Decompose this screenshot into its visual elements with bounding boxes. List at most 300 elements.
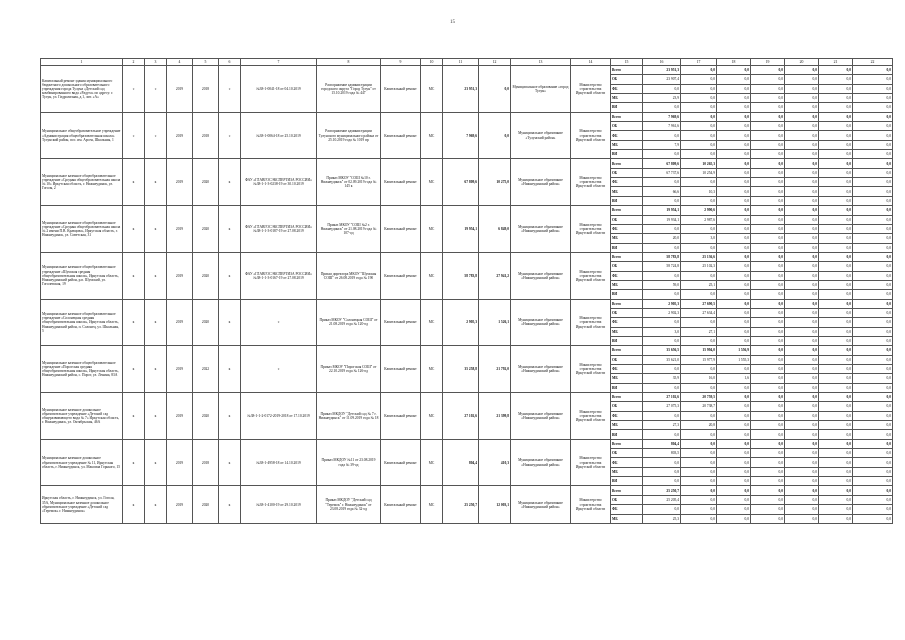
fund-cell: МС	[421, 206, 443, 253]
amount-cell: 0,0	[853, 336, 893, 345]
amount-cell: 0,0	[681, 196, 717, 205]
amount-cell: 0,0	[751, 439, 785, 448]
amount-cell: 0,0	[717, 318, 751, 327]
type-cell: к	[123, 346, 145, 393]
expertise-cell: ФАУ «ГЛАВГОСЭКСПЕРТИЗА РОССИИ» №38-1-1-3-0187-19 от 27.08.2019	[241, 206, 317, 253]
amount-cell: 0,0	[819, 421, 853, 430]
end-year-cell: 2018	[193, 66, 219, 113]
amount-cell: 0,0	[751, 66, 785, 75]
amount-cell: 0,0	[853, 168, 893, 177]
amount-cell: 27 075,3	[643, 402, 681, 411]
order-cell: Распоряжение администрации Тулунского муниципального района от 25.10.2019 года № 1019 пр	[317, 112, 381, 159]
amount-cell: 0,0	[717, 168, 751, 177]
amount-cell: 0,0	[819, 458, 853, 467]
cost-cell: 21 792,0	[479, 346, 511, 393]
amount-cell: 0,0	[819, 206, 853, 215]
amount-cell: 0,0	[643, 150, 681, 159]
column-number-cell: 10	[421, 59, 443, 66]
amount-cell: 0,0	[643, 84, 681, 93]
amount-cell: 0,0	[819, 178, 853, 187]
amount-cell: 0,0	[819, 66, 853, 75]
amount-cell: 0,0	[819, 168, 853, 177]
expertise-cell: №38-1-4100-19 от 29.10.2019	[241, 486, 317, 523]
amount-cell: 0,0	[643, 430, 681, 439]
amount-cell: 0,0	[819, 383, 853, 392]
amount-cell: 0,0	[751, 327, 785, 336]
amount-cell: 0,0	[819, 308, 853, 317]
funding-level-cell: ОБ	[611, 122, 643, 131]
amount-cell: 0,0	[819, 393, 853, 402]
amount-cell: 0,0	[717, 271, 751, 280]
type-cell: к	[123, 159, 145, 206]
column-number-cell: 20	[785, 59, 819, 66]
amount-cell: 15 994,0	[681, 346, 717, 355]
table-row	[41, 252, 893, 261]
amount-cell: 0,0	[853, 365, 893, 374]
amount-cell: 0,0	[819, 495, 853, 504]
amount-cell: 0,0	[785, 514, 819, 523]
amount-cell: 0,0	[717, 159, 751, 168]
amount-cell: 0,0	[853, 215, 893, 224]
amount-cell: 0,0	[853, 187, 893, 196]
amount-cell: 0,0	[785, 131, 819, 140]
header-row	[41, 59, 893, 66]
funding-level-cell: МБ	[611, 374, 643, 383]
amount-cell: 0,0	[853, 430, 893, 439]
work-type-cell: Капитальный ремонт	[381, 393, 421, 440]
object-name-cell: Муниципальное казенное общеобразовательное учреждение «Средняя общеобразовательная школа № 10» Иркутская область, г. Нижнеудинск, ул. Гоголя, 2	[41, 159, 123, 206]
amount-cell: 0,0	[785, 234, 819, 243]
type-cell: с	[145, 66, 167, 113]
amount-cell: 0,0	[785, 290, 819, 299]
type-cell: к	[145, 252, 167, 299]
work-type-cell: Капитальный ремонт	[381, 252, 421, 299]
amount-cell: 0,0	[819, 486, 853, 495]
amount-cell: 2 987,6	[681, 215, 717, 224]
amount-cell: 0,0	[785, 196, 819, 205]
fund-cell: МС	[421, 486, 443, 523]
amount-cell: 0,0	[751, 458, 785, 467]
amount-cell: 0,0	[643, 224, 681, 233]
amount-cell: 16,0	[681, 374, 717, 383]
amount-cell: 0,0	[681, 449, 717, 458]
amount-cell: 0,0	[751, 299, 785, 308]
amount-cell: 0,0	[785, 430, 819, 439]
order-cell: Приказ МКДОУ №11 от 23.08.2019 года № 39-од	[317, 439, 381, 486]
amount-cell: 0,0	[785, 467, 819, 476]
funding-level-cell: Всего	[611, 299, 643, 308]
amount-cell: 0,0	[717, 103, 751, 112]
amount-cell: 0,0	[819, 94, 853, 103]
amount-cell: 0,0	[819, 299, 853, 308]
cost-cell: 0,0	[479, 112, 511, 159]
amount-cell: 0,0	[785, 159, 819, 168]
amount-cell: 0,0	[751, 318, 785, 327]
amount-cell: 0,0	[819, 318, 853, 327]
amount-cell: 0,0	[717, 486, 751, 495]
funding-level-cell: Всего	[611, 439, 643, 448]
amount-cell: 0,0	[643, 383, 681, 392]
amount-cell: 0,0	[853, 262, 893, 271]
start-year-cell: 2019	[167, 346, 193, 393]
amount-cell: 0,0	[785, 346, 819, 355]
column-number-cell: 16	[643, 59, 681, 66]
amount-cell: 0,0	[853, 458, 893, 467]
start-year-cell: 2019	[167, 439, 193, 486]
column-number-cell: 3	[145, 59, 167, 66]
amount-cell: 7 969,6	[643, 112, 681, 121]
amount-cell: 0,0	[853, 355, 893, 364]
amount-cell: 23 951,3	[643, 66, 681, 75]
amount-cell: 0,0	[751, 495, 785, 504]
amount-cell: 0,0	[717, 131, 751, 140]
amount-cell: 0,0	[717, 112, 751, 121]
amount-cell: 0,0	[751, 514, 785, 523]
amount-cell: 0,0	[751, 187, 785, 196]
amount-cell: 0,0	[785, 374, 819, 383]
order-cell: Приказ МКДОУ "Детский сад № 7 г. Нижнеудинск" от 11.09.2019 года № 18	[317, 393, 381, 440]
column-number-cell: 14	[571, 59, 611, 66]
cost-cell: 27 941,2	[479, 252, 511, 299]
work-type-cell: Капитальный ремонт	[381, 206, 421, 253]
amount-cell: 25 102,3	[681, 262, 717, 271]
amount-cell: 0,0	[751, 383, 785, 392]
table-row	[41, 206, 893, 215]
funding-level-cell: ОБ	[611, 75, 643, 84]
amount-cell: 0,0	[717, 421, 751, 430]
amount-cell: 0,0	[785, 122, 819, 131]
amount-cell: 0,0	[853, 94, 893, 103]
amount-cell: 0,0	[717, 150, 751, 159]
amount-cell: 0,0	[717, 66, 751, 75]
amount-cell: 10 254,9	[681, 168, 717, 177]
amount-cell: 0,0	[785, 224, 819, 233]
amount-cell: 0,0	[785, 355, 819, 364]
amount-cell: 0,0	[717, 178, 751, 187]
amount-cell: 0,0	[751, 131, 785, 140]
amount-cell: 0,0	[751, 224, 785, 233]
amount-cell: 0,0	[785, 495, 819, 504]
amount-cell: 10,3	[681, 187, 717, 196]
type-cell: к	[219, 159, 241, 206]
type-cell: к	[219, 252, 241, 299]
funding-level-cell: МБ	[611, 94, 643, 103]
amount-cell: 0,0	[643, 365, 681, 374]
amount-cell: 0,0	[819, 234, 853, 243]
amount-cell: 0,0	[643, 458, 681, 467]
work-type-cell: Капитальный ремонт	[381, 486, 421, 523]
amount-cell: 0,0	[785, 271, 819, 280]
funding-level-cell: ВИ	[611, 336, 643, 345]
fund-cell: МС	[421, 252, 443, 299]
order-cell: Приказ МКОУ "Солонецкая СОШ" от 21.08.2019 года № 120-од	[317, 299, 381, 346]
amount-cell: 0,0	[681, 131, 717, 140]
amount-cell: 23 907,4	[643, 75, 681, 84]
amount-cell: 2 990,6	[681, 206, 717, 215]
funding-level-cell: ОБ	[611, 262, 643, 271]
amount-cell: 0,0	[681, 178, 717, 187]
funding-level-cell: МБ	[611, 187, 643, 196]
executor-cell: Министерство строительства Иркутской области	[571, 486, 611, 523]
amount-cell: 0,0	[819, 150, 853, 159]
amount-cell: 0,0	[717, 449, 751, 458]
work-type-cell: Капитальный ремонт	[381, 112, 421, 159]
amount-cell: 0,0	[681, 66, 717, 75]
order-cell: Приказ МКОУ "Порогская СОШ" от 22.10.2019 года № 126-од	[317, 346, 381, 393]
amount-cell: 0,0	[819, 112, 853, 121]
amount-cell: 0,0	[643, 131, 681, 140]
end-year-cell: 2020	[193, 252, 219, 299]
amount-cell: 0,0	[819, 243, 853, 252]
cost-cell: 6 849,0	[479, 206, 511, 253]
funding-level-cell: ФБ	[611, 318, 643, 327]
cost-cell: 804,4	[443, 439, 479, 486]
amount-cell: 0,0	[751, 346, 785, 355]
amount-cell: 0,0	[853, 103, 893, 112]
amount-cell: 0,0	[819, 402, 853, 411]
amount-cell: 0,0	[717, 299, 751, 308]
amount-cell: 0,0	[751, 421, 785, 430]
amount-cell: 0,0	[681, 365, 717, 374]
amount-cell: 0,0	[681, 103, 717, 112]
amount-cell: 0,0	[819, 262, 853, 271]
amount-cell: 0,0	[681, 430, 717, 439]
amount-cell: 0,0	[751, 477, 785, 486]
funding-level-cell: ОБ	[611, 449, 643, 458]
type-cell: с	[219, 112, 241, 159]
amount-cell: 0,0	[853, 280, 893, 289]
amount-cell: 0,0	[751, 411, 785, 420]
amount-cell: 0,0	[751, 234, 785, 243]
amount-cell: 0,0	[717, 393, 751, 402]
column-number-cell: 22	[853, 59, 893, 66]
amount-cell: 0,0	[819, 271, 853, 280]
amount-cell: 0,0	[819, 280, 853, 289]
amount-cell: 0,0	[717, 430, 751, 439]
amount-cell: 0,0	[819, 346, 853, 355]
amount-cell: 0,0	[853, 131, 893, 140]
column-number-cell: 4	[167, 59, 193, 66]
column-number-cell: 11	[443, 59, 479, 66]
amount-cell: 0,0	[717, 280, 751, 289]
amount-cell: 19 934,1	[643, 215, 681, 224]
customer-cell: Муниципальное образование «Нижнеудинский район»	[511, 393, 571, 440]
amount-cell: 0,0	[853, 66, 893, 75]
table-row	[41, 299, 893, 308]
column-number-cell: 8	[317, 59, 381, 66]
executor-cell: Министерство строительства Иркутской области	[571, 346, 611, 393]
amount-cell: 25 205,4	[643, 495, 681, 504]
amount-cell: 0,0	[853, 234, 893, 243]
funding-level-cell: ФБ	[611, 271, 643, 280]
table-row	[41, 439, 893, 448]
amount-cell: 0,0	[785, 187, 819, 196]
end-year-cell: 2020	[193, 393, 219, 440]
amount-cell: 0,0	[819, 252, 853, 261]
amount-cell: 0,0	[681, 84, 717, 93]
amount-cell: 0,0	[751, 365, 785, 374]
amount-cell: 0,0	[853, 439, 893, 448]
table-row	[41, 159, 893, 168]
type-cell: к	[219, 206, 241, 253]
amount-cell: 0,0	[785, 252, 819, 261]
object-name-cell: Иркутская область, г. Нижнеудинск, ул. Гоголя, 35А, Муниципальное казенное дошкольное образовательное учреждение «Детский сад «Теремок» г. Нижнеудинск»	[41, 486, 123, 523]
expertise-cell: ФАУ «ГЛАВГОСЭКСПЕРТИЗА РОССИИ» №38-1-1-3-0167-19 от 27.08.2019	[241, 252, 317, 299]
amount-cell: 0,0	[853, 243, 893, 252]
amount-cell: 0,0	[717, 206, 751, 215]
amount-cell: 0,0	[717, 187, 751, 196]
column-number-cell: 6	[219, 59, 241, 66]
amount-cell: 0,0	[643, 178, 681, 187]
table-row	[41, 486, 893, 495]
type-cell: с	[219, 66, 241, 113]
work-type-cell: Капитальный ремонт	[381, 66, 421, 113]
amount-cell: 67 809,6	[643, 159, 681, 168]
cost-cell: 21 399,8	[479, 393, 511, 440]
amount-cell: 0,0	[717, 122, 751, 131]
funding-level-cell: ВИ	[611, 383, 643, 392]
amount-cell: 0,0	[819, 477, 853, 486]
amount-cell: 0,0	[681, 411, 717, 420]
type-cell: к	[219, 299, 241, 346]
amount-cell: 0,0	[681, 439, 717, 448]
amount-cell: 0,0	[853, 327, 893, 336]
amount-cell: 0,0	[681, 75, 717, 84]
amount-cell: 27 690,5	[681, 299, 717, 308]
amount-cell: 0,0	[785, 178, 819, 187]
funding-level-cell: МБ	[611, 327, 643, 336]
end-year-cell: 2022	[193, 346, 219, 393]
amount-cell: 1,6	[717, 374, 751, 383]
expertise-cell: с	[241, 299, 317, 346]
amount-cell: 0,0	[751, 196, 785, 205]
amount-cell: 0,0	[785, 365, 819, 374]
customer-cell: Муниципальное образование «Нижнеудинский район»	[511, 439, 571, 486]
funding-level-cell: ФБ	[611, 131, 643, 140]
amount-cell: 804,4	[643, 439, 681, 448]
amount-cell: 0,0	[751, 243, 785, 252]
amount-cell: 0,0	[751, 280, 785, 289]
amount-cell: 0,0	[643, 505, 681, 514]
amount-cell: 0,0	[853, 299, 893, 308]
executor-cell: Министерство строительства Иркутской области	[571, 299, 611, 346]
amount-cell: 0,0	[819, 430, 853, 439]
expertise-cell: ФАУ «ГЛАВГОСЭКСПЕРТИЗА РОССИИ» №38-1-1-3-0238-19 от 30.10.2019	[241, 159, 317, 206]
amount-cell: 0,0	[853, 505, 893, 514]
funding-level-cell: ФБ	[611, 178, 643, 187]
amount-cell: 0,0	[785, 308, 819, 317]
amount-cell: 0,0	[853, 449, 893, 458]
amount-cell: 0,0	[717, 327, 751, 336]
funding-level-cell: Всего	[611, 159, 643, 168]
funding-level-cell: Всего	[611, 206, 643, 215]
amount-cell: 0,0	[819, 449, 853, 458]
amount-cell: 0,0	[681, 140, 717, 149]
executor-cell: Министерство строительства Иркутской области	[571, 206, 611, 253]
amount-cell: 3,0	[643, 327, 681, 336]
amount-cell: 0,0	[681, 122, 717, 131]
order-cell: Приказ МКДОУ "Детский сад "Теремок" г. Нижнеудинск" от 23.08.2019 года № 32-од	[317, 486, 381, 523]
amount-cell: 0,0	[819, 187, 853, 196]
amount-cell: 1 555,3	[717, 355, 751, 364]
amount-cell: 15 977,9	[681, 355, 717, 364]
funding-level-cell: ФБ	[611, 458, 643, 467]
end-year-cell: 2020	[193, 299, 219, 346]
amount-cell: 0,0	[785, 262, 819, 271]
funding-level-cell: ВИ	[611, 243, 643, 252]
executor-cell: Министерство строительства Иркутской области	[571, 252, 611, 299]
amount-cell: 0,0	[751, 271, 785, 280]
fund-cell: МС	[421, 439, 443, 486]
amount-cell: 0,0	[785, 393, 819, 402]
customer-cell: Муниципальное образование «город Тулун»	[511, 66, 571, 113]
amount-cell: 0,0	[785, 318, 819, 327]
capital-repair-table	[40, 58, 893, 524]
amount-cell: 0,0	[717, 252, 751, 261]
order-cell: Приказ МКОУ "СОШ №2 г. Нижнеудинск" от 21.08.2019 года № 107-од	[317, 206, 381, 253]
object-name-cell: Муниципальное казенное дошкольное образовательное учреждение № 11, Иркутская область, г. Нижнеудинск, ул. Максима Горького, 15	[41, 439, 123, 486]
amount-cell: 0,0	[819, 224, 853, 233]
amount-cell: 3,0	[681, 234, 717, 243]
funding-level-cell: МБ	[611, 140, 643, 149]
amount-cell: 0,0	[853, 196, 893, 205]
amount-cell: 0,0	[717, 224, 751, 233]
amount-cell: 0,0	[643, 243, 681, 252]
amount-cell: 0,0	[853, 75, 893, 84]
table-row	[41, 112, 893, 121]
amount-cell: 0,0	[681, 486, 717, 495]
amount-cell: 0,0	[785, 411, 819, 420]
amount-cell: 0,0	[681, 467, 717, 476]
type-cell: к	[219, 439, 241, 486]
amount-cell: 0,0	[785, 299, 819, 308]
column-number-cell: 15	[611, 59, 643, 66]
column-number-cell: 5	[193, 59, 219, 66]
amount-cell: 0,0	[785, 84, 819, 93]
work-type-cell: Капитальный ремонт	[381, 159, 421, 206]
amount-cell: 2 902,3	[643, 308, 681, 317]
amount-cell: 0,0	[853, 486, 893, 495]
type-cell: к	[145, 439, 167, 486]
funding-level-cell: Всего	[611, 112, 643, 121]
cost-cell: 25 250,7	[443, 486, 479, 523]
amount-cell: 0,0	[853, 308, 893, 317]
start-year-cell: 2019	[167, 486, 193, 523]
amount-cell: 0,0	[751, 75, 785, 84]
amount-cell: 0,0	[785, 439, 819, 448]
cost-cell: 19 954,1	[443, 206, 479, 253]
amount-cell: 0,0	[785, 505, 819, 514]
object-name-cell: Капитальный ремонт здания муниципального бюджетного дошкольного образовательного учреждения города Тулуна «Детский сад комбинированного вида «Радуга» по адресу: г. Тулун, ул. Гидролизная, д.1, лит. «А»	[41, 66, 123, 113]
amount-cell: 0,0	[785, 215, 819, 224]
customer-cell: Муниципальное образование «Нижнеудинский район»	[511, 159, 571, 206]
amount-cell: 0,0	[785, 94, 819, 103]
type-cell: с	[145, 112, 167, 159]
amount-cell: 0,0	[717, 84, 751, 93]
amount-cell: 0,0	[785, 402, 819, 411]
amount-cell: 0,0	[853, 477, 893, 486]
start-year-cell: 2019	[167, 252, 193, 299]
amount-cell: 0,0	[751, 393, 785, 402]
amount-cell: 0,0	[717, 140, 751, 149]
amount-cell: 0,0	[751, 178, 785, 187]
amount-cell: 0,0	[643, 290, 681, 299]
amount-cell: 0,0	[681, 477, 717, 486]
cost-cell: 2 905,3	[443, 299, 479, 346]
amount-cell: 20 738,7	[681, 402, 717, 411]
amount-cell: 0,0	[717, 514, 751, 523]
end-year-cell: 2020	[193, 206, 219, 253]
